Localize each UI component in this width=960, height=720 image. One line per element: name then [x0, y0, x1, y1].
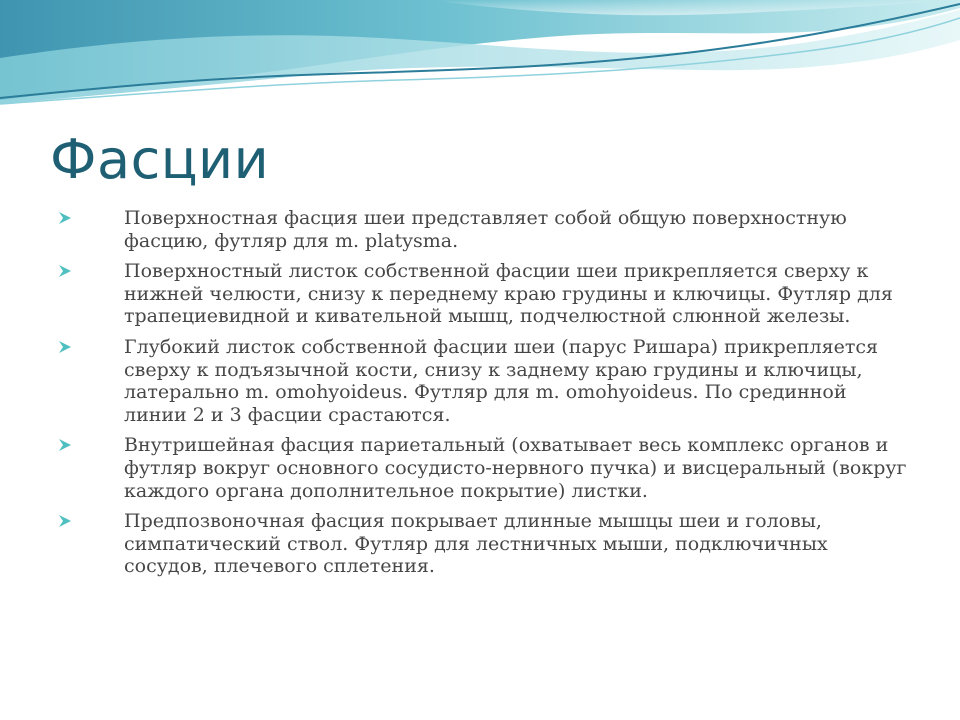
bullet-text: Глубокий листок собственной фасции шеи (парус Ришара) прикрепляется сверху к подъязычной кости, снизу к заднему краю грудины и ключицы, латерально m. omohyoideus. Футляр для m. omohyoideus. По срединной линии 2 и 3 фасции срастаются. — [124, 335, 878, 426]
bullet-item — [58, 336, 908, 426]
bullet-text: Поверхностный листок собственной фасции шеи прикрепляется сверху к нижней челюсти, снизу к переднему краю грудины и ключицы. Футляр для трапециевидной и кивательной мышц, подчелюстной слюнной железы. — [124, 260, 893, 328]
bullet-item — [58, 207, 908, 252]
arrowhead-bullet-icon — [58, 263, 74, 279]
bullet-text: Поверхностная фасция шеи представляет собой общую поверхностную фасцию, футляр для m. platysma. — [124, 207, 847, 252]
arrowhead-bullet-icon — [58, 513, 74, 529]
bullet-text: Предпозвоночная фасция покрывает длинные мышцы шеи и головы, симпатический ствол. Футляр для лестничных мыши, подключичных сосудов, плечевого сплетения. — [124, 510, 828, 578]
arrowhead-bullet-icon — [58, 210, 74, 226]
bullet-text: Внутришейная фасция париетальный (охватывает весь комплекс органов и футляр вокруг основного сосудисто-нервного пучка) и висцеральный (вокруг каждого органа дополнительное покрытие) листки. — [124, 434, 907, 502]
arrowhead-bullet-icon — [58, 437, 74, 453]
arrowhead-bullet-icon — [58, 339, 74, 355]
bullet-item — [58, 434, 908, 502]
bullet-list — [58, 207, 908, 586]
bullet-item — [58, 260, 908, 328]
decorative-wave-header — [0, 0, 960, 120]
slide-title: Фасции — [50, 128, 270, 191]
bullet-item — [58, 510, 908, 578]
